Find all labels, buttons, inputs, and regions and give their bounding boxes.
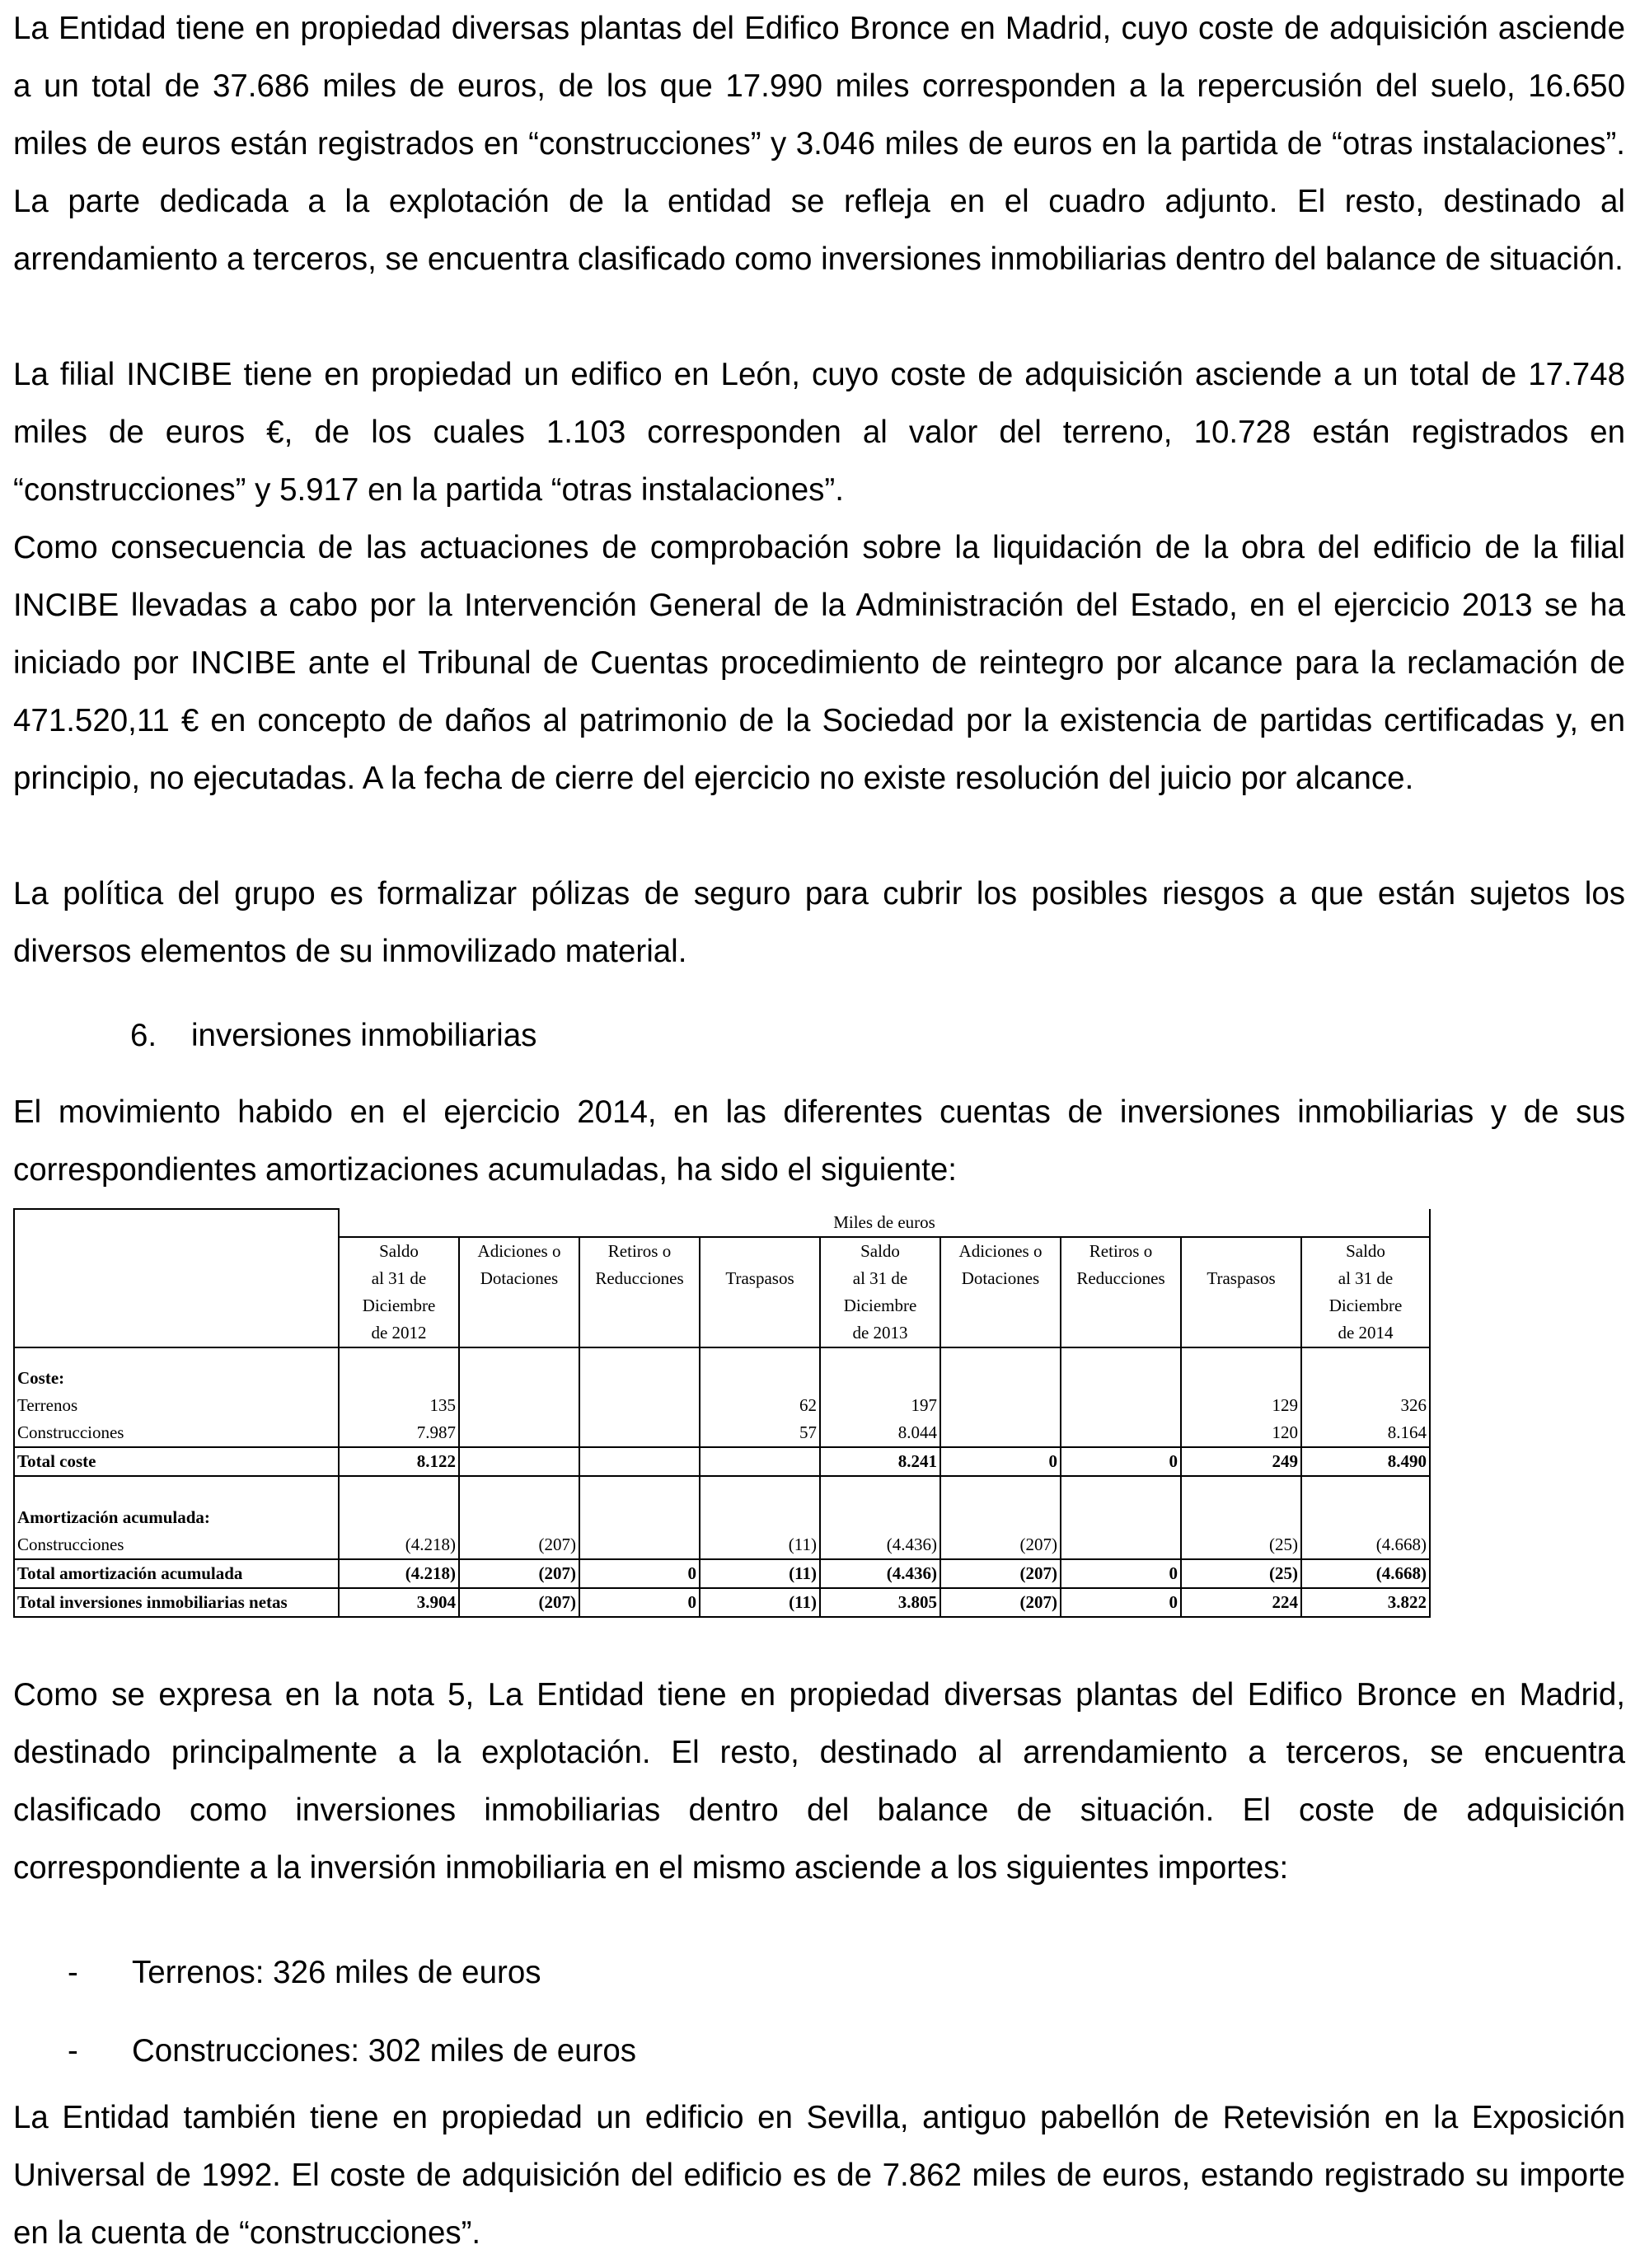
- inversiones-inmobiliarias-table: [13, 1208, 1431, 1618]
- importes-list: [13, 1933, 636, 2090]
- table-spacer-row: [14, 1476, 1430, 1504]
- table-spacer-row: [14, 1347, 1430, 1365]
- section-heading: [130, 1007, 537, 1065]
- table-row-construcciones: Construcciones 7.987 57 8.044 120 8.164: [14, 1419, 1430, 1447]
- paragraph-filial-incibe: La filial INCIBE tiene en propiedad un edifico en León, cuyo coste de adquisición asciende a un total de 17.748 miles de euros €, de los cuales 1.103 corresponden al valor del terreno, 10.728 están registrados en “construcciones” y 5.917 en la partida “otras instalaciones”.: [13, 357, 1625, 508]
- paragraph-movimiento-intro: El movimiento habido en el ejercicio 2014, en las diferentes cuentas de inversiones inmobiliarias y de sus correspondientes amortizaciones acumuladas, ha sido el siguiente:: [13, 1094, 1625, 1188]
- table-row-amort-construcciones: Construcciones (4.218) (207) (11) (4.436) (207) (25) (4.668): [14, 1531, 1430, 1559]
- table-row-total-coste: Total coste 8.122 8.241 0 0 249 8.490: [14, 1447, 1430, 1476]
- list-item-construcciones: - Construcciones: 302 miles de euros: [68, 2033, 637, 2069]
- paragraph-edificio-bronce: La Entidad tiene en propiedad diversas plantas del Edifico Bronce en Madrid, cuyo coste de adquisición asciende a un total de 37.686 miles de euros, de los que 17.990 miles corresponden a la repercusión del suelo, 16.650 miles de euros están registrados en “construcciones” y 3.046 miles de euros en la partida de “otras instalaciones”. La parte dedicada a la explotación de la entidad se refleja en el cuadro adjunto. El resto, destinado al arrendamiento a terceros, se encuentra clasificado como inversiones inmobiliarias dentro del balance de situación.: [13, 11, 1625, 277]
- column-header-retiros-2014: Retiros o Reducciones: [1061, 1237, 1181, 1347]
- table-section-amortizacion: Amortización acumulada:: [14, 1504, 1430, 1531]
- paragraph-nota-5: Como se expresa en la nota 5, La Entidad tiene en propiedad diversas plantas del Edifico Bronce en Madrid, destinado principalmente a la explotación. El resto, destinado al arrendamiento a terceros, se encuentra clasificado como inversiones inmobiliarias dentro del balance de situación. El coste de adquisición correspondiente a la inversión inmobiliaria en el mismo asciende a los siguientes importes:: [13, 1677, 1625, 1886]
- table-header-label-cell: [14, 1237, 339, 1347]
- section-title: inversiones inmobiliarias: [191, 1018, 537, 1053]
- column-header-saldo-2013: Saldo al 31 de Diciembre de 2013: [820, 1237, 940, 1347]
- table-column-header-row: [14, 1237, 1430, 1347]
- table-section-coste: Coste:: [14, 1365, 1430, 1392]
- table-row-total-amortizacion: Total amortización acumulada (4.218) (207) 0 (11) (4.436) (207) 0 (25) (4.668): [14, 1559, 1430, 1588]
- column-header-traspasos-2013: Traspasos: [700, 1237, 820, 1347]
- table-row-terrenos: Terrenos 135 62 197 129 326: [14, 1392, 1430, 1419]
- column-header-retiros-2013: Retiros o Reducciones: [579, 1237, 700, 1347]
- section-number: 6.: [130, 1018, 157, 1053]
- paragraph-procedimiento-reintegro: Como consecuencia de las actuaciones de comprobación sobre la liquidación de la obra del edificio de la filial INCIBE llevadas a cabo por la Intervención General de la Administración del Estado, en el ejercicio 2013 se ha iniciado por INCIBE ante el Tribunal de Cuentas procedimiento de reintegro por alcance para la reclamación de 471.520,11 € en concepto de daños al patrimonio de la Sociedad por la existencia de partidas certificadas y, en principio, no ejecutadas. A la fecha de cierre del ejercicio no existe resolución del juicio por alcance.: [13, 530, 1625, 796]
- table-group-header: Miles de euros: [339, 1209, 1430, 1237]
- paragraph-politica-seguros: La política del grupo es formalizar pólizas de seguro para cubrir los posibles riesgos a que están sujetos los diversos elementos de su inmovilizado material.: [13, 876, 1625, 969]
- column-header-adiciones-2014: Adiciones o Dotaciones: [940, 1237, 1061, 1347]
- table-row-total-netas: Total inversiones inmobiliarias netas 3.904 (207) 0 (11) 3.805 (207) 0 224 3.822: [14, 1588, 1430, 1617]
- list-item-terrenos: - Terrenos: 326 miles de euros: [68, 1955, 541, 1990]
- table-corner-cell: [14, 1209, 339, 1237]
- column-header-saldo-2012: Saldo al 31 de Diciembre de 2012: [339, 1237, 459, 1347]
- table-group-header-row: [14, 1209, 1430, 1237]
- column-header-traspasos-2014: Traspasos: [1181, 1237, 1301, 1347]
- column-header-adiciones-2013: Adiciones o Dotaciones: [459, 1237, 579, 1347]
- paragraph-edificio-sevilla: La Entidad también tiene en propiedad un edificio en Sevilla, antiguo pabellón de Retevisión en la Exposición Universal de 1992. El coste de adquisición del edificio es de 7.862 miles de euros, estando registrado su importe en la cuenta de “construcciones”.: [13, 2100, 1625, 2251]
- column-header-saldo-2014: Saldo al 31 de Diciembre de 2014: [1301, 1237, 1430, 1347]
